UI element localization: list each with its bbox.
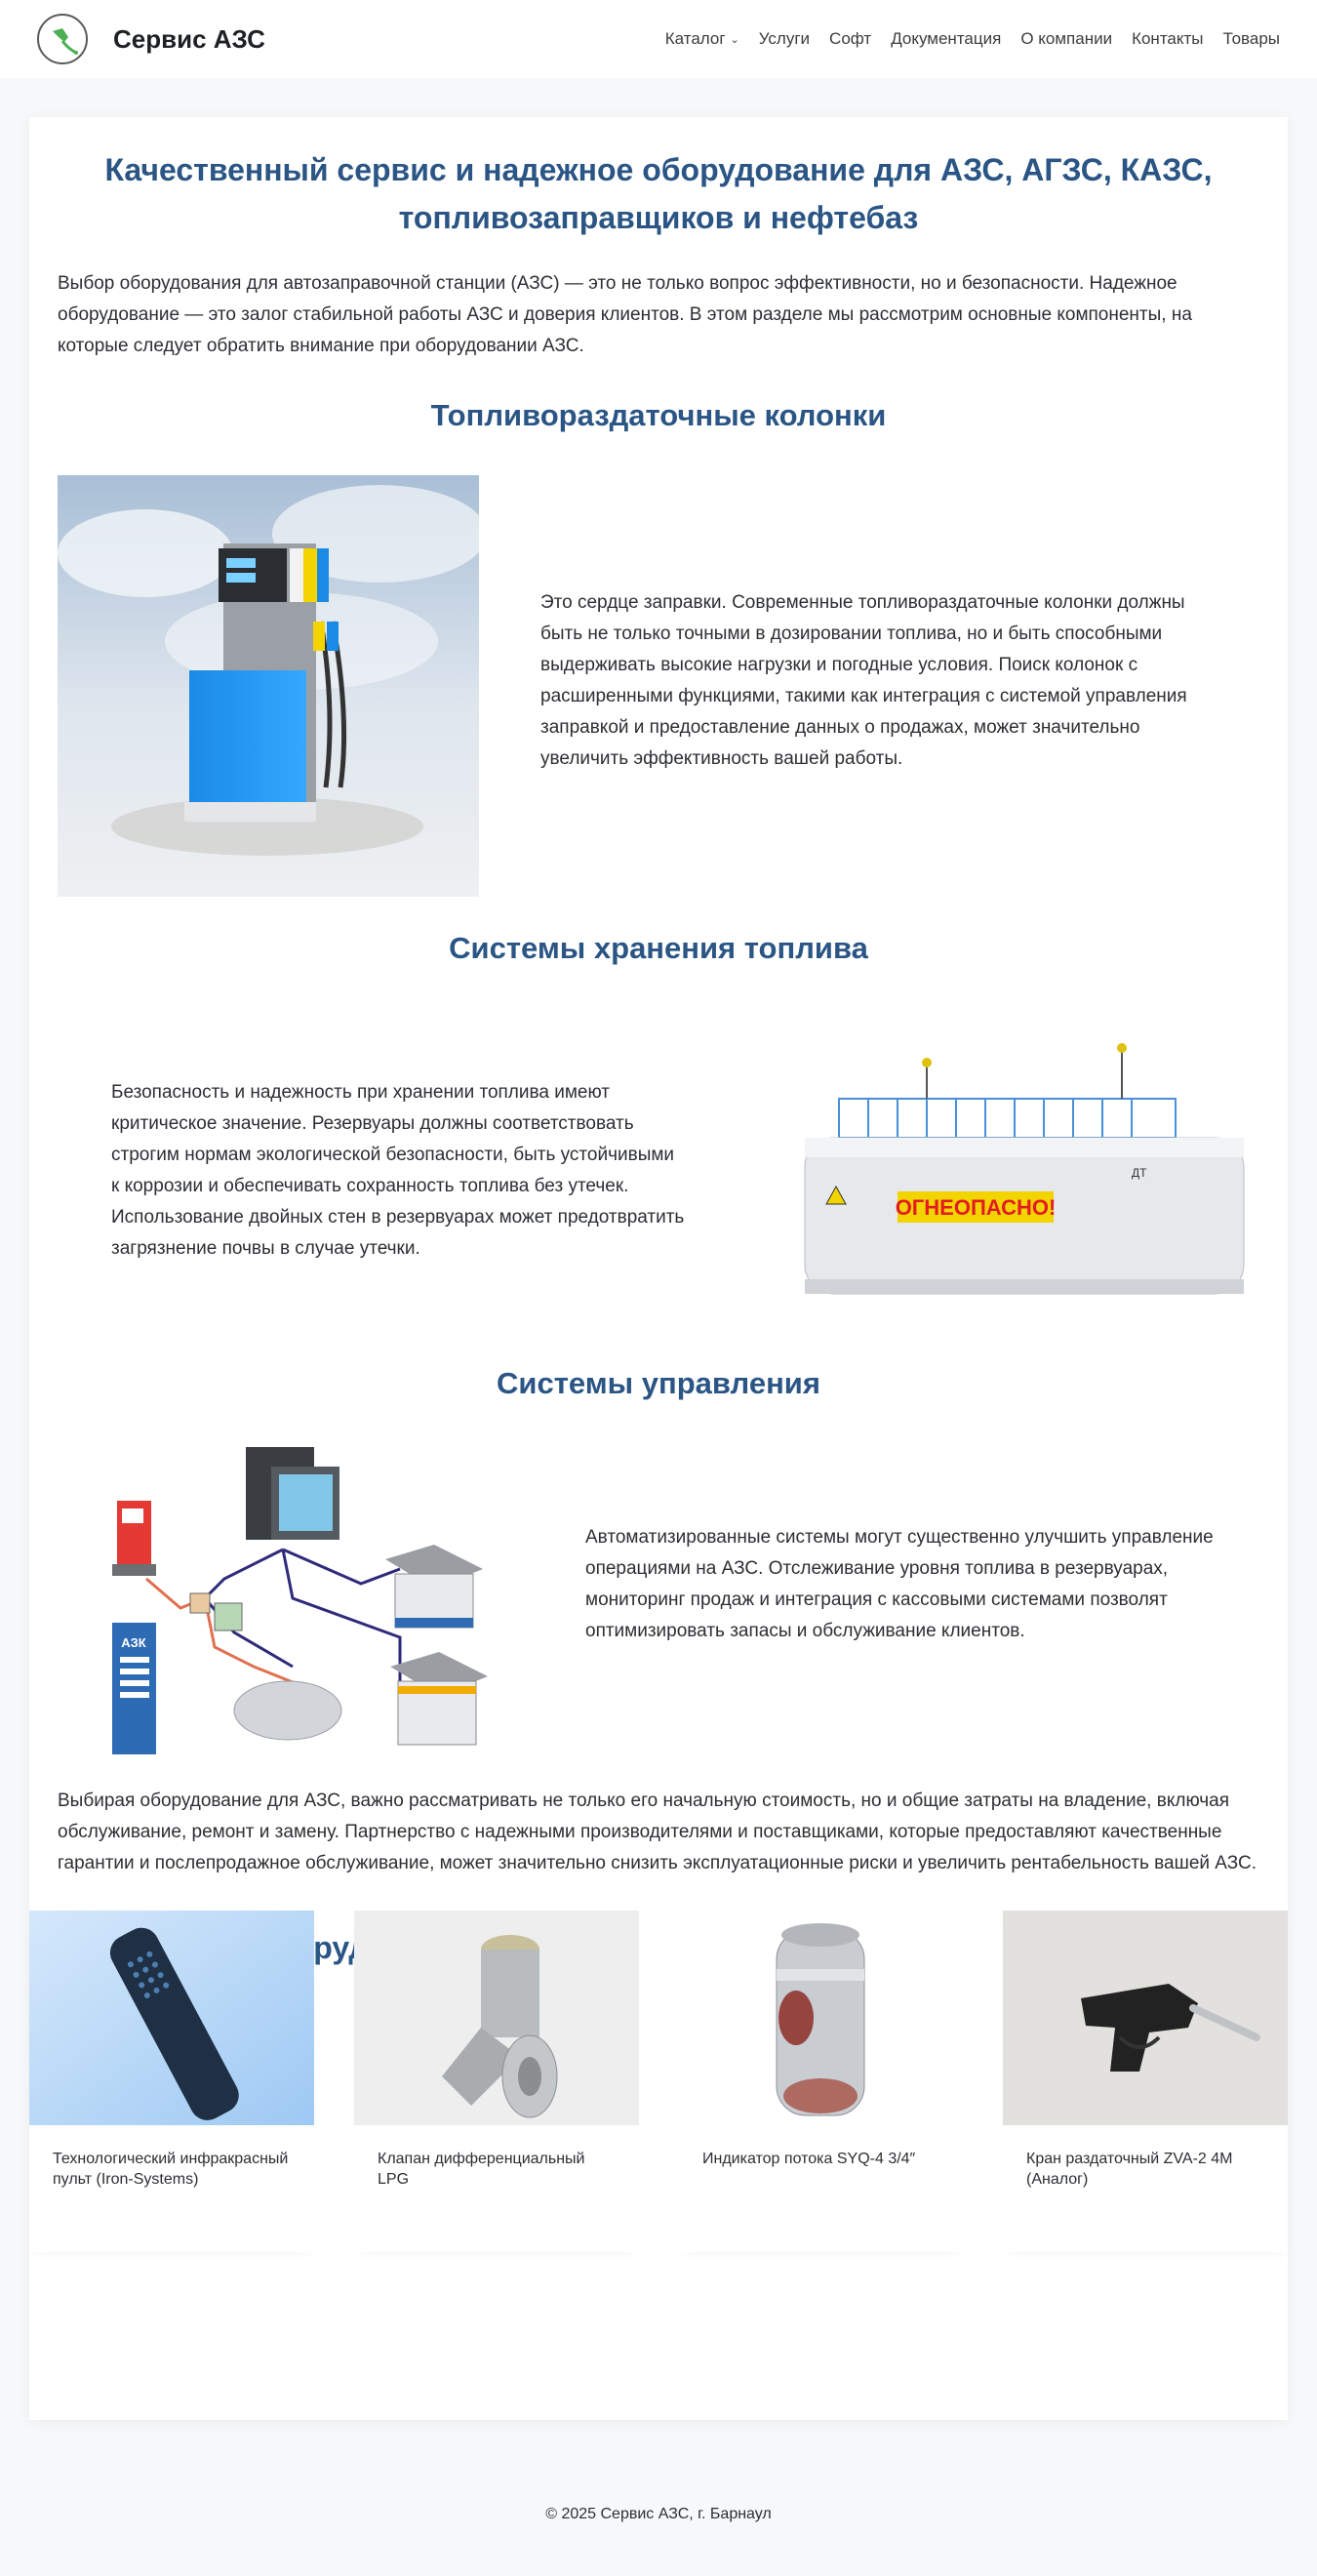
product-name[interactable]: Клапан дифференциальный LPG: [378, 2151, 585, 2188]
nav-item-contacts[interactable]: [1132, 29, 1203, 49]
tank-warning-label: ОГНЕОПАСНО!: [895, 1195, 1057, 1220]
nav-item-software[interactable]: [829, 29, 871, 49]
section-text-storage: Безопасность и надежность при хранении топлива имеют критическое значение. Резервуары должны соответствовать строгим нормам экологической безопасности, быть устойчивыми к коррозии и обеспечивать сохранность топлива без утечек. Использование двойных стен в резервуарах может предотвратить загрязнение почвы в случае утечки.: [111, 1082, 685, 1259]
nav-item-label: Товары: [1222, 29, 1280, 48]
section-heading-dispensers: Топливораздаточные колонки: [430, 398, 887, 432]
chevron-down-icon: ⌄: [730, 33, 739, 46]
product-name[interactable]: Индикатор потока SYQ-4 3/4″: [702, 2151, 916, 2167]
nav-item-label: О компании: [1020, 29, 1113, 48]
station-sign-label: АЗК: [121, 1635, 146, 1650]
fuel-tank-image: [785, 1030, 1263, 1323]
lpg-valve-image: [354, 1911, 639, 2125]
nav-item-products[interactable]: [1223, 29, 1280, 49]
logo-link[interactable]: [37, 14, 265, 64]
nav-item-label: Документация: [891, 29, 1002, 48]
section-heading-control: Системы управления: [497, 1366, 820, 1400]
main-nav: [665, 29, 1280, 49]
section-heading-storage: Системы хранения топлива: [449, 931, 868, 965]
conclusion-paragraph: Выбирая оборудование для АЗС, важно рассматривать не только его начальную стоимость, но и общие затраты на владение, включая обслуживание, ремонт и замену. Партнерство с надежными производителями и поставщиками, которые предоставляют качественные гарантии и послепродажное обслуживание, может значительно снизить эксплуатационные риски и увеличить рентабельность вашей АЗС.: [58, 1791, 1257, 1873]
product-card[interactable]: [354, 1911, 639, 2252]
ir-remote-image: [29, 1911, 314, 2125]
product-card[interactable]: [679, 1911, 964, 2252]
site-title: Сервис АЗС: [113, 23, 265, 54]
fuel-nozzle-logo-icon: [37, 14, 88, 64]
site-header: [0, 0, 1317, 78]
product-name[interactable]: Кран раздаточный ZVA-2 4M (Аналог): [1026, 2151, 1233, 2188]
nav-item-label: Контакты: [1132, 29, 1204, 48]
nav-item-label: Услуги: [758, 29, 811, 48]
fuel-dispenser-image: [58, 475, 479, 897]
nav-item-about[interactable]: [1020, 29, 1112, 49]
fuel-nozzle-image: [1003, 1911, 1288, 2125]
nav-item-label: Софт: [829, 29, 872, 48]
tank-code-label: ДТ: [1132, 1166, 1147, 1180]
flow-indicator-image: [679, 1911, 964, 2125]
page-title: Качественный сервис и надежное оборудование для АЗС, АГЗС, КАЗС, топливозаправщиков и нефтебаз: [104, 152, 1213, 235]
section-text-control: Автоматизированные системы могут существенно улучшить управление операциями на АЗС. Отслеживание уровня топлива в резервуарах, мониторинг продаж и интеграция с кассовыми системами позволят оптимизировать запасы и обслуживание клиентов.: [585, 1527, 1214, 1641]
product-card[interactable]: [29, 1911, 314, 2252]
intro-paragraph: Выбор оборудования для автозаправочной станции (АЗС) — это не только вопрос эффективности, но и безопасности. Надежное оборудование — это залог стабильной работы АЗС и доверия клиентов. В этом разделе мы рассмотрим основные компоненты, на которые следует обратить внимание при оборудовании АЗС.: [58, 273, 1192, 356]
footer-copyright: © 2025 Сервис АЗС, г. Барнаул: [545, 2506, 772, 2522]
nav-item-catalog[interactable]: [665, 29, 739, 49]
nav-item-label: Каталог: [664, 29, 726, 48]
product-card[interactable]: [1003, 1911, 1288, 2252]
control-system-diagram-image: [107, 1442, 537, 1764]
nav-item-services[interactable]: [759, 29, 810, 49]
section-text-dispensers: Это сердце заправки. Современные топливораздаточные колонки должны быть не только точными в дозировании топлива, но и быть способными выдерживать высокие нагрузки и погодные условия. Поиск колонок с расширенными функциями, такими как интеграция с системой управления заправкой и предоставление данных о продажах, может значительно увеличить эффективность вашей работы.: [540, 592, 1187, 769]
nav-item-documentation[interactable]: [891, 29, 1001, 49]
product-name[interactable]: Технологический инфракрасный пульт (Iron-Systems): [53, 2151, 289, 2188]
